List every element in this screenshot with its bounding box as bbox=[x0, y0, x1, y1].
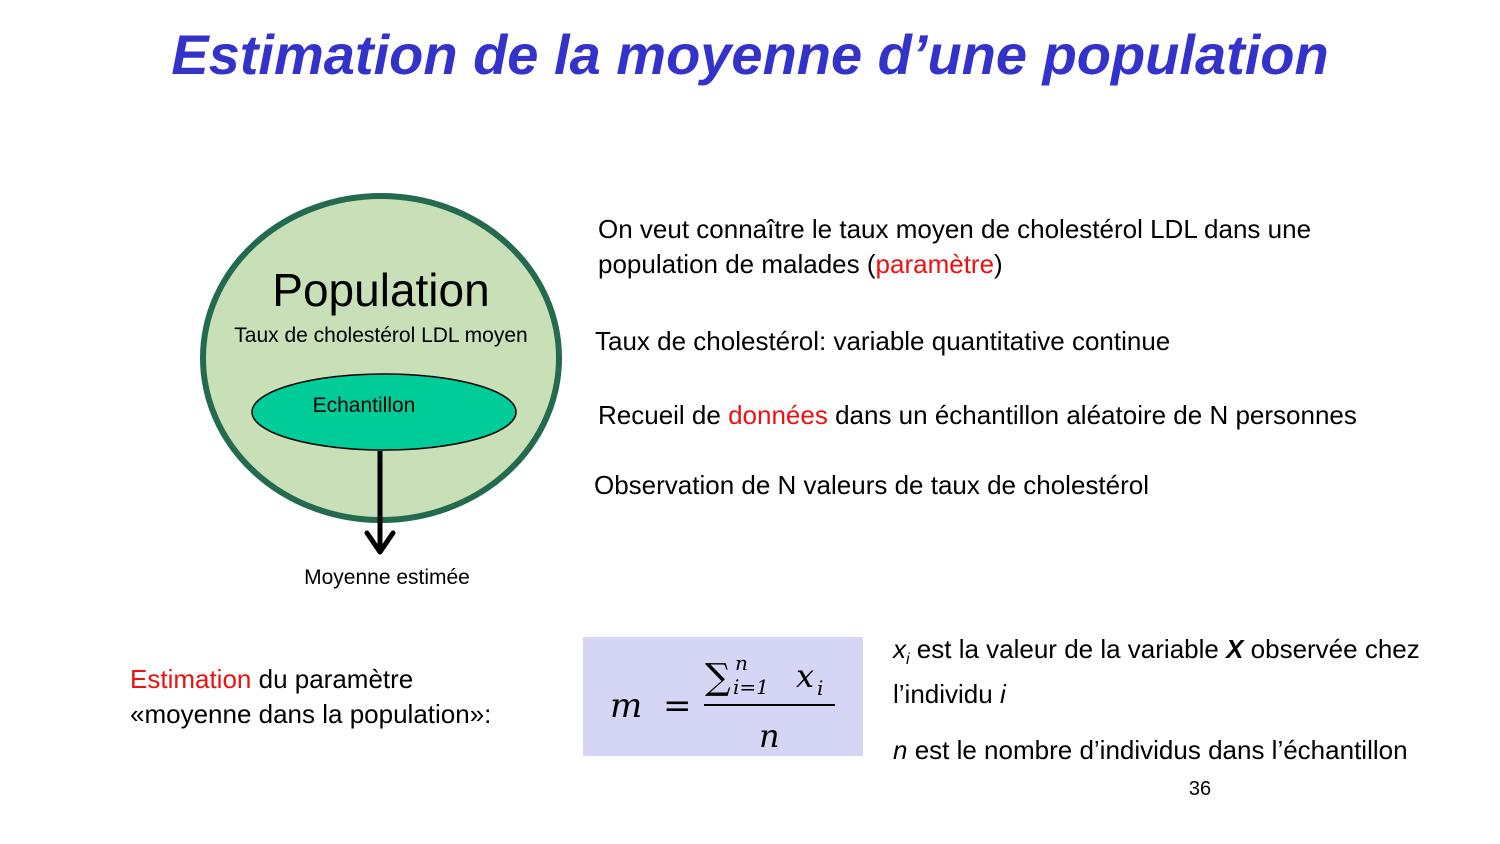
estimation-label bbox=[130, 662, 491, 732]
point-observation: Observation de N valeurs de taux de cholestérol bbox=[594, 470, 1149, 500]
mean-formula bbox=[583, 637, 863, 756]
population-label: Population bbox=[272, 264, 490, 316]
formula-sum-symbol: ∑ bbox=[705, 657, 731, 698]
estimate-label: Moyenne estimée bbox=[304, 566, 470, 589]
formula-lhs: m bbox=[610, 686, 643, 726]
slide-title: Estimation de la moyenne d’une population bbox=[171, 23, 1329, 86]
definition-n: n est le nombre d’individus dans l’échantillon bbox=[893, 735, 1408, 765]
parameter-highlight: paramètre bbox=[875, 249, 995, 279]
formula-term-sub: i bbox=[817, 676, 824, 700]
formula-term-var: x bbox=[796, 657, 815, 695]
point-parameter-line1: On veut connaître le taux moyen de cholestérol LDL dans une bbox=[598, 214, 1312, 244]
formula-denominator: n bbox=[759, 717, 780, 755]
estimation-line1: Estimation du paramètre bbox=[130, 664, 414, 694]
point-parameter bbox=[598, 212, 1311, 282]
definition-xi bbox=[893, 632, 1420, 712]
definition-xi-line1: $x_i$ est la valeur de la variable X observée chez bbox=[893, 634, 1420, 669]
estimation-highlight: Estimation bbox=[130, 664, 252, 694]
definition-xi-line2: l’individu i bbox=[893, 679, 1006, 710]
population-sublabel: Taux de cholestérol LDL moyen bbox=[234, 324, 528, 347]
estimation-line2: «moyenne dans la population»: bbox=[130, 699, 492, 729]
sample-label: Echantillon bbox=[312, 394, 416, 417]
formula-equals: = bbox=[663, 686, 692, 726]
point-variable-type: Taux de cholestérol: variable quantitative continue bbox=[595, 326, 1171, 356]
formula-sum-upper: n bbox=[735, 651, 748, 675]
point-parameter-line2: population de malades (paramètre) bbox=[598, 249, 1003, 279]
data-highlight: données bbox=[728, 400, 828, 430]
point-data-collection: Recueil de données dans un échantillon aléatoire de N personnes bbox=[598, 400, 1357, 430]
population-diagram bbox=[195, 188, 575, 598]
formula-sum-lower: i=1 bbox=[733, 675, 769, 699]
page-number: 36 bbox=[1188, 778, 1212, 800]
